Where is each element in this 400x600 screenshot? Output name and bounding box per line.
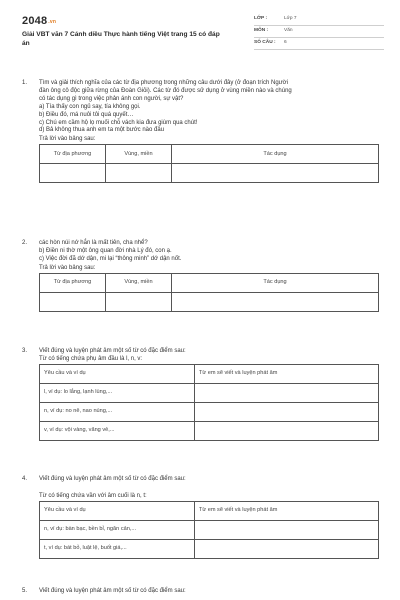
table-header-row [40, 364, 379, 383]
question-number: 2. [22, 240, 28, 246]
table-row [40, 421, 379, 440]
meta-value: 6 [284, 40, 287, 46]
example-sentence: c) Chú em cầm hộ lọ muối chỗ vách kia đưa giùm qua chút! [39, 119, 198, 126]
question-number: 1. [22, 80, 28, 86]
page-header [22, 12, 384, 54]
table-header-cell: Từ em sẽ viết và luyện phát âm [195, 364, 379, 383]
answer-cell[interactable] [195, 520, 379, 539]
meta-row-question-count [254, 38, 384, 50]
question-text: Tìm và giải thích nghĩa của các từ địa phương trong những câu dưới đây (ở đoạn trích Người [39, 80, 288, 86]
question-subtext: Từ có tiếng chứa phụ âm đầu là l, n, v: [39, 355, 143, 362]
meta-key: SỐ CÂU : [254, 40, 276, 46]
table-row [40, 164, 379, 183]
question-text: có tác dụng gì trong việc phản ánh con người, sự vật? [39, 95, 184, 102]
answer-instruction: Trả lời vào bảng sau: [39, 264, 96, 271]
question-body [39, 80, 379, 183]
question-number: 5. [22, 588, 28, 594]
example-sentence: d) Bả không thua anh em ta một bước nào đâu [39, 127, 165, 134]
table-row [40, 402, 379, 421]
answer-cell[interactable] [40, 164, 106, 183]
question-text: Viết đúng và luyện phát âm một số từ có đặc điểm sau: [39, 476, 186, 482]
table-header-cell: Yêu cầu và ví dụ [40, 501, 195, 520]
table-header-cell: Từ địa phương [40, 145, 106, 164]
table-header-row [40, 501, 379, 520]
table-header-cell: Vùng, miền [106, 145, 172, 164]
answer-cell[interactable] [40, 292, 106, 311]
meta-row-class [254, 14, 384, 26]
table-header-row [40, 273, 379, 292]
logo-domain-text: .vn [48, 19, 57, 25]
requirement-cell: n, ví dụ: no nê, nao núng,... [40, 402, 195, 421]
question-body [39, 240, 379, 312]
meta-value: Văn [284, 28, 293, 34]
table-header-cell: Tác dụng [172, 273, 379, 292]
requirement-cell: t, ví dụ: bát bỏ, luật lệ, buốt giá,... [40, 539, 195, 558]
meta-info [254, 14, 384, 50]
meta-key: LỚP : [254, 16, 268, 22]
requirement-cell: n, ví dụ: bàn bạc, bền bỉ, ngăn cản,... [40, 520, 195, 539]
question-number: 3. [22, 348, 28, 354]
table-header-row [40, 145, 379, 164]
answer-cell[interactable] [195, 383, 379, 402]
logo-main-text: 2048 [22, 15, 48, 27]
requirement-cell: v, ví dụ: vội vàng, vãng vẻ,... [40, 421, 195, 440]
table-header-cell: Từ em sẽ viết và luyện phát âm [195, 501, 379, 520]
table-header-cell: Yêu cầu và ví dụ [40, 364, 195, 383]
table-header-cell: Từ địa phương [40, 273, 106, 292]
table-row [40, 383, 379, 402]
example-sentence: các hòn núi nớ hắn là mất tiên, cha nhể? [39, 240, 148, 246]
site-logo[interactable] [22, 14, 56, 29]
table-header-cell: Vùng, miền [106, 273, 172, 292]
answer-table [39, 364, 379, 441]
example-sentence: a) Tía thấy con ngủ say, tía không gọi. [39, 103, 141, 110]
table-row [40, 539, 379, 558]
meta-key: MÔN : [254, 28, 269, 34]
question-text: Viết đúng và luyện phát âm một số từ có đặc điểm sau: [39, 588, 186, 594]
example-sentence: b) Điều đó, má nuôi tôi quá quyết… [39, 111, 134, 118]
table-header-cell: Tác dụng [172, 145, 379, 164]
question-body [39, 348, 379, 441]
answer-table [39, 144, 379, 183]
question-body [39, 476, 379, 559]
requirement-cell: l, ví dụ: lo lắng, lạnh lùng,... [40, 383, 195, 402]
answer-cell[interactable] [106, 292, 172, 311]
answer-cell[interactable] [195, 421, 379, 440]
answer-cell[interactable] [195, 539, 379, 558]
answer-cell[interactable] [172, 164, 379, 183]
answer-cell[interactable] [106, 164, 172, 183]
answer-table [39, 501, 379, 559]
answer-instruction: Trả lời vào bảng sau: [39, 136, 96, 143]
table-row [40, 292, 379, 311]
meta-value: Lớp 7 [284, 16, 297, 22]
question-body [39, 588, 379, 596]
answer-cell[interactable] [172, 292, 379, 311]
answer-table [39, 273, 379, 312]
meta-row-subject [254, 26, 384, 38]
example-sentence: b) Điền ni thờ một ông quan đời nhà Lý đó, con ạ. [39, 247, 172, 254]
question-text: Viết đúng và luyện phát âm một số từ có đặc điểm sau: [39, 348, 186, 354]
question-number: 4. [22, 476, 28, 482]
document-title: Giải VBT văn 7 Cánh diều Thực hành tiếng Việt trang 15 có đáp án [22, 31, 220, 47]
question-subtext: Từ có tiếng chứa vần với âm cuối là n, t: [39, 492, 147, 499]
question-text: đàn ông cô độc giữa rừng của Đoàn Giỏi). Các từ đó được sử dụng ở vùng miền nào và chúng [39, 87, 292, 94]
example-sentence: c) Việc đời đã dớ dận, mi lại “thông minh” dớ dận nốt. [39, 255, 182, 262]
answer-cell[interactable] [195, 402, 379, 421]
table-row [40, 520, 379, 539]
